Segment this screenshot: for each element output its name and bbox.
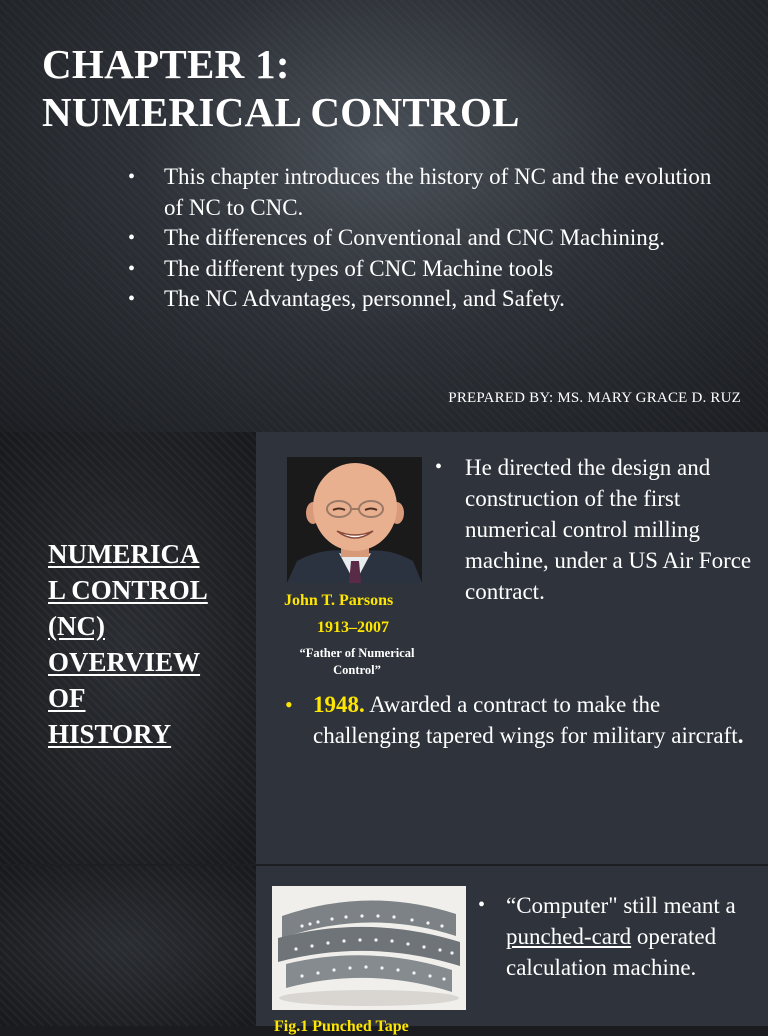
- intro-bullet: • The differences of Conventional and CNC Machining.: [128, 223, 718, 254]
- side-title-line: OF: [48, 683, 86, 713]
- parsons-portrait: [287, 457, 422, 583]
- intro-bullet: • This chapter introduces the history of NC and the evolution of NC to CNC.: [128, 162, 718, 223]
- bullet-1948-end: .: [737, 723, 744, 748]
- punched-card-link[interactable]: punched-card: [506, 924, 632, 949]
- intro-bullet: • The different types of CNC Machine tools: [128, 254, 718, 285]
- chapter-title-line2: NUMERICAL CONTROL: [42, 89, 520, 135]
- side-title: [48, 536, 238, 752]
- prepared-by: PREPARED BY: MS. MARY GRACE D. RUZ: [448, 390, 741, 406]
- side-title-line: OVERVIEW: [48, 647, 201, 677]
- parsons-bullet: • He directed the design and construction of the first numerical control milling machine, under a US Air Force contract.: [435, 452, 753, 607]
- intro-bullet-list: [128, 162, 718, 315]
- side-title-line: HISTORY: [48, 719, 172, 749]
- computer-bullet-text-end: operated calculation machine.: [506, 924, 717, 980]
- side-panel: [0, 866, 256, 1026]
- side-title-line: L CONTROL: [48, 575, 208, 605]
- side-title-line: (NC): [48, 611, 105, 641]
- chapter-title: [42, 40, 520, 136]
- bullet-1948: [285, 689, 745, 751]
- computer-bullet: [478, 890, 758, 983]
- computer-bullet-text: “Computer" still meant a: [506, 893, 736, 918]
- bullet-1948-year: 1948.: [313, 692, 365, 717]
- person-caption: “Father of Numerical Control”: [299, 646, 415, 677]
- slide-title: [0, 0, 768, 432]
- side-panel: [0, 432, 256, 864]
- chapter-title-line1: CHAPTER 1:: [42, 41, 290, 87]
- figure-caption: Fig.1 Punched Tape: [274, 1018, 409, 1035]
- side-title-line: NUMERICA: [48, 539, 200, 569]
- slide-history: [0, 432, 768, 864]
- punched-tape-illustration: [272, 886, 466, 1010]
- portrait-illustration: [287, 457, 422, 583]
- person-name: John T. Parsons: [284, 592, 394, 609]
- slide-punched-tape: [0, 864, 768, 1035]
- person-dates: 1913–2007: [317, 619, 389, 636]
- bullet-1948-text: Awarded a contract to make the challenging tapered wings for military aircraft: [313, 692, 738, 748]
- bullet-marker: •: [285, 692, 293, 717]
- punched-tape-image: [272, 886, 466, 1010]
- intro-bullet: • The NC Advantages, personnel, and Safety.: [128, 284, 718, 315]
